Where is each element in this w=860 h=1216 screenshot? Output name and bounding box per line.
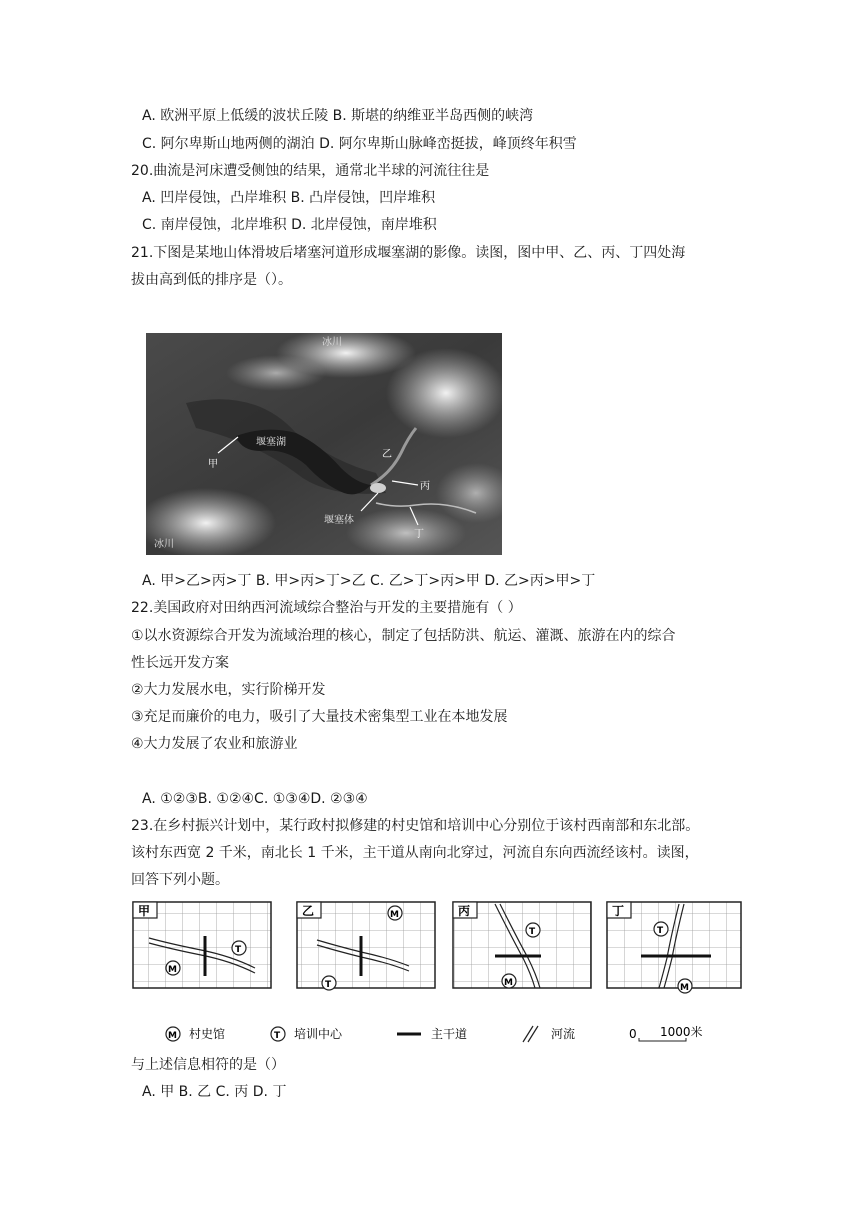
label-ding: 丁 xyxy=(414,529,424,540)
panel-yi-label: 乙 xyxy=(302,904,315,918)
landslide-lake-satellite-image xyxy=(146,333,502,555)
marker-m-ding: M xyxy=(680,983,689,993)
marker-m-jia: M xyxy=(168,965,177,975)
q22-statement-2: ②大力发展水电，实行阶梯开发 xyxy=(131,682,326,698)
q20-options-ab: A. 凹岸侵蚀，凸岸堆积 B. 凸岸侵蚀，凹岸堆积 xyxy=(142,190,436,206)
q20-options-cd: C. 南岸侵蚀，北岸堆积 D. 北岸侵蚀，南岸堆积 xyxy=(142,217,437,233)
q22-options: A. ①②③B. ①②④C. ①③④D. ②③④ xyxy=(142,791,368,807)
q23-stem-line2: 该村东西宽 2 千米，南北长 1 千米，主干道从南向北穿过，河流自东向西流经该村。读图， xyxy=(131,845,699,861)
q23-subquestion: 与上述信息相符的是（） xyxy=(131,1057,285,1073)
marker-m-bing: M xyxy=(504,978,513,988)
q19-options-cd: C. 阿尔卑斯山地两侧的湖泊 D. 阿尔卑斯山脉峰峦挺拔，峰顶终年积雪 xyxy=(142,136,577,152)
q22-stem: 22.美国政府对田纳西河流域综合整治与开发的主要措施有（ ） xyxy=(131,600,522,616)
legend-museum: 村史馆 xyxy=(189,1027,226,1041)
village-grid-maps-figure xyxy=(131,896,743,1046)
q22-statement-1b: 性长远开发方案 xyxy=(131,655,229,671)
marker-t-bing: T xyxy=(529,927,536,937)
q20-stem: 20.曲流是河床遭受侧蚀的结果，通常北半球的河流往往是 xyxy=(131,163,490,179)
q19-options-ab: A. 欧洲平原上低缓的波状丘陵 B. 斯堪的纳维亚半岛西侧的峡湾 xyxy=(142,108,534,124)
q23-stem-line3: 回答下列小题。 xyxy=(131,872,229,888)
label-bing: 丙 xyxy=(420,481,430,492)
q22-statement-4: ④大力发展了农业和旅游业 xyxy=(131,736,298,752)
q21-stem-line1: 21.下图是某地山体滑坡后堵塞河道形成堰塞湖的影像。读图，图中甲、乙、丙、丁四处海 xyxy=(131,245,686,261)
q23-options: A. 甲 B. 乙 C. 丙 D. 丁 xyxy=(142,1084,287,1100)
legend xyxy=(166,1024,703,1042)
label-dam: 堰塞体 xyxy=(324,515,354,526)
panel-ding-label: 丁 xyxy=(612,904,625,918)
panel-jia-label: 甲 xyxy=(138,904,151,918)
panel-bing xyxy=(453,902,591,988)
marker-t-ding: T xyxy=(657,926,664,936)
marker-t-yi: T xyxy=(325,980,332,990)
scale-zero: 0 xyxy=(629,1027,637,1041)
legend-museum-symbol: M xyxy=(168,1031,177,1041)
label-lake: 堰塞湖 xyxy=(256,437,286,448)
q21-options: A. 甲>乙>丙>丁 B. 甲>丙>丁>乙 C. 乙>丁>丙>甲 D. 乙>丙>甲>丁 xyxy=(142,573,596,589)
panel-bing-label: 丙 xyxy=(458,904,471,918)
label-yi: 乙 xyxy=(382,449,392,460)
panel-jia xyxy=(133,902,271,988)
marker-m-yi: M xyxy=(390,910,399,920)
legend-training-symbol: T xyxy=(274,1031,281,1041)
q21-stem-line2: 拔由高到低的排序是（）。 xyxy=(131,272,292,288)
label-glacier-top: 冰川 xyxy=(322,337,342,348)
legend-river: 河流 xyxy=(551,1027,576,1041)
label-jia: 甲 xyxy=(208,459,218,470)
panel-ding xyxy=(607,902,741,993)
panel-yi xyxy=(297,902,435,990)
q22-statement-1a: ①以水资源综合开发为流域治理的核心，制定了包括防洪、航运、灌溉、旅游在内的综合 xyxy=(131,628,676,644)
legend-training: 培训中心 xyxy=(294,1027,343,1041)
legend-road: 主干道 xyxy=(431,1027,468,1041)
label-glacier-bottom: 冰川 xyxy=(154,539,174,550)
q22-statement-3: ③充足而廉价的电力，吸引了大量技术密集型工业在本地发展 xyxy=(131,709,508,725)
scale-value: 1000米 xyxy=(660,1025,703,1039)
marker-t-jia: T xyxy=(235,945,242,955)
q23-stem-line1: 23.在乡村振兴计划中，某行政村拟修建的村史馆和培训中心分别位于该村西南部和东北部。 xyxy=(131,818,700,834)
